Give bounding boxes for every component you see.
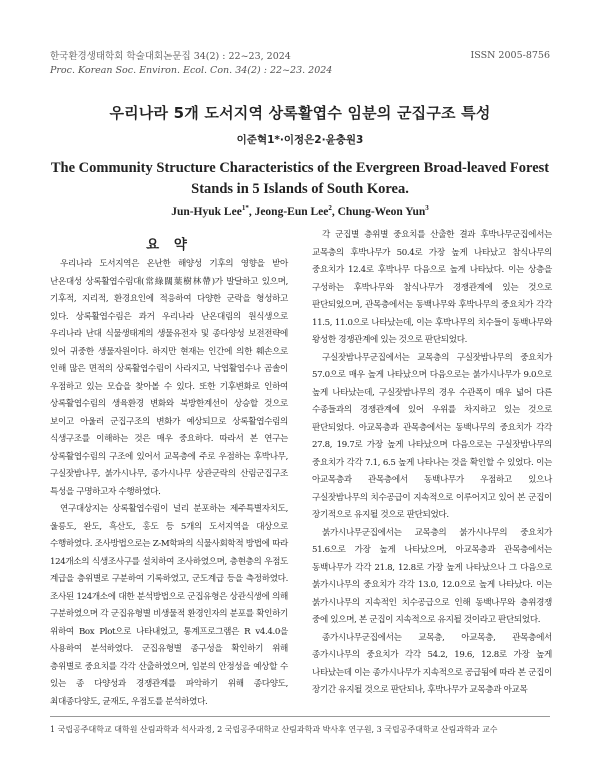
paragraph: 우리나라 도서지역은 온난한 해양성 기후의 영향을 받아 난온대성 상록활엽수림대(常綠闊葉樹林帶)가 발달하고 있으며, 기후적, 지리적, 환경요인에 적응하여 다양한 군락을 형성하고 있다. 상록활엽수림은 과거 우리나라 난온대림의 원식생으로 우리나라 난대 식물생태계의 생물유전자 및 종다양성 보전전략에 있어 귀중한 생물자원이다. 하지만 현재는 인간에 의한 훼손으로 인해 많은 면적의 상록활엽수림이 사라지고, 낙엽활엽수나 곰솔이 우점하고 있는 모습을 찾아볼 수 있다. 또한 기후변화로 인하여 상록활엽수림의 생육환경 변화와 북방한계선이 상승할 것으로 보이고 아울러 군집구조의 변화가 예상되므로 상록활엽수림의 식생구조를 이해하는 것은 매우 중요하다. 따라서 본 연구는 상록활엽수림의 구조에 있어서 교목층에 주로 우점하는 후박나무, 구실잣밤나무, 붉가시나무, 종가시나무 상관군락의 산림군집구조 특성을 구명하고자 수행하였다. xyxy=(50,259,288,497)
paper-title-en: The Community Structure Characteristics of the Evergreen Broad-leaved Forest Stands in 5 Islands of South Korea. xyxy=(50,160,550,197)
right-column xyxy=(312,227,552,700)
author-2-affiliation: 2 xyxy=(328,204,332,213)
authors-ko: 이준혁1*·이정은2·윤충원3 xyxy=(236,134,364,146)
paragraph: 연구대상지는 상록활엽수림이 널리 분포하는 제주특별자치도, 울릉도, 완도, 흑산도, 홍도 등 5개의 도서지역을 대상으로 수행하였다. 조사방법으로는 Z-M학파의 식물사회학적 방법에 따라 124개소의 식생조사구를 설치하여 조사하였으며, 층현층의 우점도 계급을 층위별로 구분하여 기록하였고, 군도계급 등을 측정하였다. 조사된 124개소에 대한 분석방법으로 군집유형은 상관식생에 의해 구분하였으며 각 군집유형별 비생물적 환경인자의 분포를 확인하기 위하여 Box Plot으로 나타내었고, 통계프로그램은 R v4.4.0을 사용하여 분석하였다. 군집유형별 종구성을 확인하기 위해 층위별로 중요치를 각각 산출하였으며, 임분의 안정성을 예상할 수 있는 종 다양성과 경쟁관계를 파악하기 위해 종다양도, 최대종다양도, 균재도, 우점도를 분석하였다. xyxy=(50,504,288,707)
author-2: Jeong-Eun Lee xyxy=(254,206,329,218)
paragraph: 붉가시나무군집에서는 교목층의 붉가시나무의 중요치가 51.6으로 가장 높게 나타났으며, 아교목층과 관목층에서는 동백나무가 각각 21.8, 12.8로 가장 높게 나타났으나 그 다음으로 붉가시나무의 중요치가 각각 13.0, 12.0으로 높게 나타났다. 이는 붉가시나무의 지속적인 치수공급으로 인해 동백나무와 층위경쟁 중에 있으며, 본 군집이 지속적으로 유지될 것이라고 판단되었다. xyxy=(312,527,552,625)
paragraph: 구실잣밤나무군집에서는 교목층의 구실잣밤나무의 중요치가 57.0으로 매우 높게 나타났으며 다음으로는 붉가시나무가 9.0으로 높게 나타났는데, 구실잣밤나무의 경우 수관폭이 매우 넓어 다른 수종들과의 경쟁관계에 있어 우위를 차지하고 있는 것으로 판단되었다. 아교목층과 관목층에서는 동백나무의 중요치가 각각 27.8, 19.7로 가장 높게 나타났으며 다음으로는 구실잣밤나무의 중요치가 각각 7.1, 6.5 높게 나타나는 것을 확인할 수 있었다. 이는 아교목층과 관목층에서 동백나무가 우점하고 있으나 구실잣밤나무의 치수공급이 지속적으로 이루어지고 있어 본 군집이 장기적으로 유지될 것으로 판단되었다. xyxy=(312,352,552,520)
paragraph: 각 군집별 층위별 중요치를 산출한 결과 후박나무군집에서는 교목층의 후박나무가 50.4로 가장 높게 나타났고 참식나무의 중요치가 12.4로 후박나무 다음으로 높게 나타났다. 이는 상층을 구성하는 후박나무와 참식나무가 경쟁관계에 있는 것으로 판단되었으며, 관목층에서는 동백나무와 후박나무의 중요치가 각각 11.5, 11.0으로 나타났는데, 이는 후박나무의 치수들이 동백나무와 왕성한 경쟁관계에 있는 것으로 판단되었다. xyxy=(312,230,552,345)
authors-en xyxy=(0,206,600,218)
paper-title-ko: 우리나라 5개 도서지역 상록활엽수 임분의 군집구조 특성 xyxy=(109,104,491,122)
abstract-heading: 요 약 xyxy=(146,237,192,253)
author-3-affiliation: 3 xyxy=(425,204,429,213)
author-separator: , xyxy=(331,206,338,218)
footnote-divider xyxy=(50,716,550,717)
journal-name-ko: 한국환경생태학회 학술대회논문집 34(2) : 22~23, 2024 xyxy=(50,51,291,62)
journal-header xyxy=(50,50,332,78)
author-3: Chung-Weon Yun xyxy=(337,206,426,218)
paragraph: 종가시나무군집에서는 교목층, 아교목층, 관목층에서 종가시나무의 중요치가 각각 54.2, 19.6, 12.8로 가장 높게 나타났는데 이는 종가시나무가 지속적으로 공급됨에 따라 본 군집이 장기간 유지될 것으로 판단되나, 후박나무가 교목층과 아교목 xyxy=(312,632,552,695)
issn: ISSN 2005-8756 xyxy=(470,50,550,61)
author-separator: , xyxy=(248,206,255,218)
left-column xyxy=(50,256,288,711)
author-1: Jun-Hyuk Lee xyxy=(171,206,242,218)
author-1-affiliation: 1* xyxy=(241,204,249,213)
affiliation-footnote: 1 국립공주대학교 대학원 산림과학과 석사과정, 2 국립공주대학교 산림과학과 박사후 연구원, 3 국립공주대학교 산림과학과 교수 xyxy=(50,725,498,734)
journal-name-en: Proc. Korean Soc. Environ. Ecol. Con. 34(2) : 22~23. 2024 xyxy=(50,65,333,76)
